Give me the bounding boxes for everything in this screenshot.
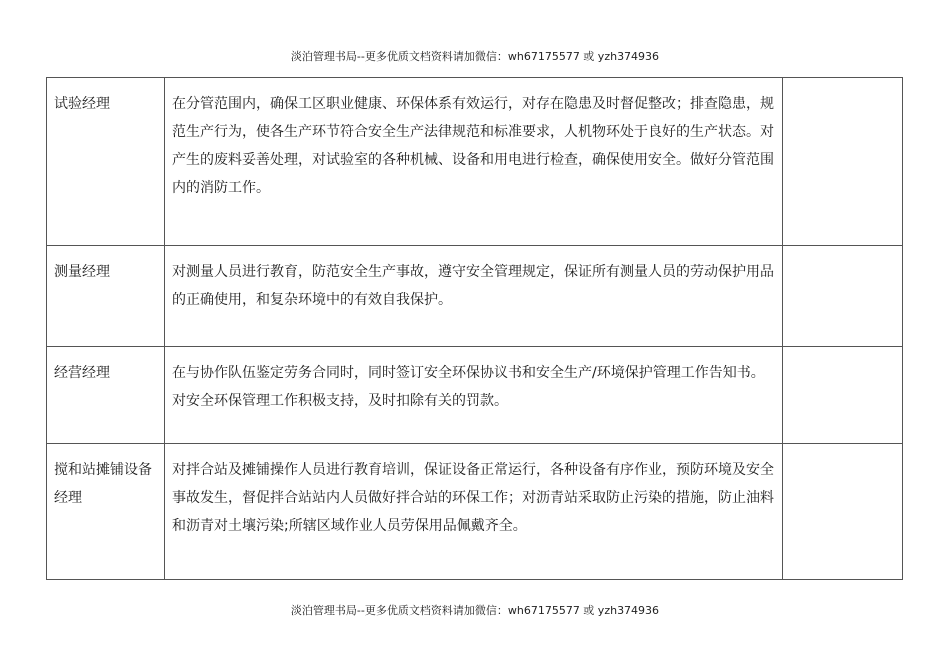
responsibility-table [46,77,903,580]
role-cell: 测量经理 [47,246,165,347]
page-footer: 淡泊管理书局--更多优质文档资料请加微信：wh67175577 或 yzh374936 [290,604,660,617]
duty-cell: 对测量人员进行教育，防范安全生产事故，遵守安全管理规定，保证所有测量人员的劳动保护用品的正确使用，和复杂环境中的有效自我保护。 [165,246,783,347]
page-header: 淡泊管理书局--更多优质文档资料请加微信：wh67175577 或 yzh374936 [290,50,660,63]
table-row [47,246,903,347]
role-cell: 试验经理 [47,78,165,246]
extra-cell [783,347,903,444]
role-cell: 经营经理 [47,347,165,444]
extra-cell [783,444,903,580]
duty-cell: 对拌合站及摊铺操作人员进行教育培训，保证设备正常运行，各种设备有序作业，预防环境及安全事故发生，督促拌合站站内人员做好拌合站的环保工作；对沥青站采取防止污染的措施，防止油料和沥青对土壤污染;所辖区域作业人员劳保用品佩戴齐全。 [165,444,783,580]
duty-cell: 在分管范围内，确保工区职业健康、环保体系有效运行，对存在隐患及时督促整改；排查隐患，规范生产行为，使各生产环节符合安全生产法律规范和标准要求，人机物环处于良好的生产状态。对产生的废料妥善处理，对试验室的各种机械、设备和用电进行检查，确保使用安全。做好分管范围内的消防工作。 [165,78,783,246]
extra-cell [783,246,903,347]
role-cell: 搅和站摊铺设备经理 [47,444,165,580]
table-row [47,78,903,246]
extra-cell [783,78,903,246]
table-row [47,347,903,444]
duty-cell: 在与协作队伍鉴定劳务合同时，同时签订安全环保协议书和安全生产/环境保护管理工作告知书。对安全环保管理工作积极支持，及时扣除有关的罚款。 [165,347,783,444]
table-row [47,444,903,580]
